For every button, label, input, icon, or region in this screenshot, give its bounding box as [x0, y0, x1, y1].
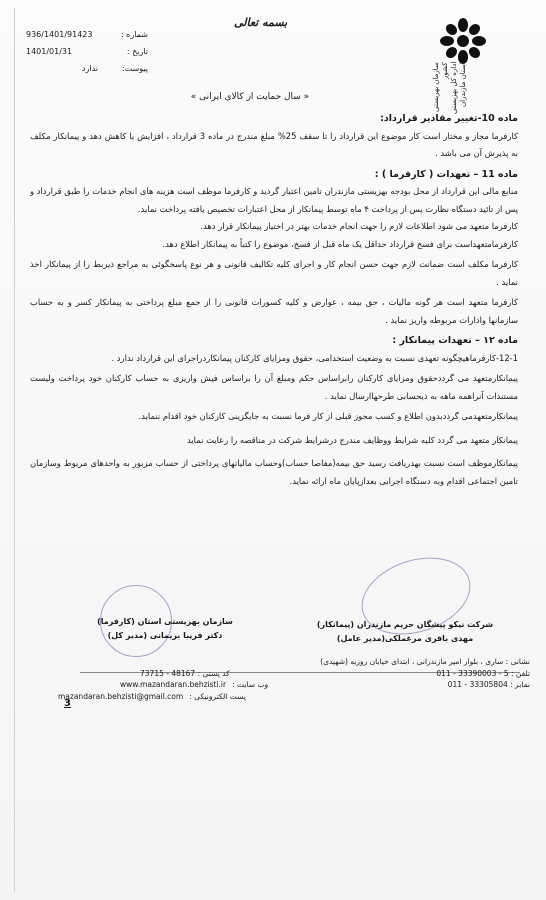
- contractor-name: مهدی باقری مرغملکی(مدیر عامل): [336, 634, 474, 643]
- date-label: تاریخ :: [126, 47, 148, 56]
- article-11-item: کارفرما متعهد است هر گونه مالیات ، حق بیمه ، عوارض و کلیه کسورات قانونی را از جمع مبلغ پرداختی به پیمانکار کسر و به حساب سازمانها وادارات مربوطه واریز نماید .: [30, 297, 518, 325]
- employer-signature: [70, 615, 260, 643]
- page-edge-line: [14, 8, 15, 892]
- page-number: 3: [64, 698, 71, 709]
- footer-website[interactable]: www.mazandaran.behzisti.ir: [120, 680, 227, 689]
- org-line-2: اداره کل بهزیستی استان مازندران: [450, 62, 467, 115]
- footer-web-row: [60, 679, 530, 691]
- letter-meta: [26, 26, 148, 77]
- attachment-row: [26, 60, 148, 77]
- attachment-value: ندارد: [81, 64, 98, 73]
- year-motto: « سال حمایت از کالای ایرانی »: [190, 92, 310, 102]
- footer-email[interactable]: mazandaran.behzisti@gmail.com: [58, 691, 184, 701]
- contractor-signature: [290, 618, 520, 646]
- article-12-item: پیمانکارمتعهدمی گرددبدون اطلاع و کسب مجوز قبلی از کار فرما نسبت به جایگزینی کارکنان خود اقدام ننماید.: [138, 411, 518, 421]
- article-11-item: کارفرما مکلف است ضمانت لازم جهت حسن انجام کار و اجرای کلیه تکالیف قانونی و هر نوع پاسخگوئی به مراجع ذیربط را از پیمانکار اخذ نماید .: [30, 259, 518, 287]
- footer-phone: تلفن : 5 - 33390003 - 011: [436, 668, 530, 678]
- footer-postal: کد پستی : 48167 - 73715: [140, 668, 230, 678]
- article-12-item: 12-1-کارفرماهیچگونه تعهدی نسبت به وضعیت استخدامی، حقوق ومزایای کارکنان پیمانکاردراجرای این قرارداد ندارد .: [111, 352, 518, 363]
- article-12-title: ماده ۱۲ – تعهدات پیمانکار :: [392, 335, 518, 346]
- article-11-item: کارفرمامتعهداست برای فسخ قرارداد حداقل یک ماه قبل از فسخ، موضوع را کتباً به پیمانکار اطلاع دهد.: [162, 238, 518, 249]
- footer-address: نشانی : ساری ، بلوار امیر مازندرانی ، ابتدای خیابان روزبه (شهیدی): [320, 657, 530, 666]
- article-12-item: پیمانکارمتعهد می گرددحقوق ومزایای کارکنان رابراساس حکم ومبلغ آن را براساس فیش واریزی به حساب کارکنان خود پرداخت ولیست مستندات آنراهمه ماهه به ذیحسابی طرحهاارسال نماید .: [30, 373, 518, 401]
- footer-web-group: [120, 679, 268, 691]
- number-row: [26, 26, 148, 43]
- footer-website-label: وب سایت :: [232, 680, 269, 689]
- letter-date: 1401/01/31: [26, 47, 73, 56]
- letter-number: 936/1401/91423: [26, 30, 93, 39]
- footer-fax: نمابر : 33305804 - 011: [447, 680, 530, 689]
- article-10-title: ماده 10-تغییر مقادیر قرارداد:: [380, 113, 518, 124]
- org-line-1: سازمان بهزیستی کشور: [432, 62, 449, 112]
- bismillah-heading: بسمه تعالی: [234, 16, 288, 29]
- footer-contact-row: [60, 668, 530, 680]
- article-12-item: پیمانکار متعهد می گردد کلیه شرایط ووظایف مندرج درشرایط شرکت در مناقصه را رعایت نماید: [186, 434, 518, 445]
- letter-footer: [60, 656, 530, 702]
- number-label: شماره :: [120, 30, 148, 39]
- employer-name: دکتر فریبا بریمانی (مدیر کل): [107, 631, 223, 640]
- article-11-title: ماده 11 – تعهدات ( کارفرما ) :: [374, 168, 518, 180]
- article-10-text: کارفرما مجاز و مختار است کار موضوع این قرارداد را تا سقف 25% مبلغ مندرج در ماده 3 قرارداد ، افزایش یا کاهش دهد و پیمانکار مکلف به پذیرش آن می باشد .: [30, 130, 518, 158]
- employer-org: سازمان بهزیستی استان (کارفرما): [97, 617, 233, 626]
- attachment-label: پیوست:: [121, 64, 148, 73]
- footer-email-label: پست الکترونیکی :: [189, 691, 246, 701]
- contractor-org: شرکت نیکو پیشگان حریم مازندران (پیمانکار): [316, 620, 494, 629]
- date-row: [26, 43, 148, 60]
- article-11-item: کارفرما متعهد می شود اطلاعات لازم را جهت انجام خدمات بهتر در اختیار پیمانکار قرار دهد.: [200, 221, 518, 231]
- article-11-item: منابع مالی این قرارداد از محل بودجه بهزیستی مازندران تامین اعتبار گردید و کارفرما موظف است هزینه های انجام خدمات را طبق قرارداد و پس از تائید دستگاه نظارت پس از پرداخت ۴ ماه توسط پیمانکار از محل اعتبارات تخصیص یافته پرداخت نماید.: [30, 186, 518, 214]
- contract-body: [30, 110, 518, 490]
- footer-email-row: [58, 691, 530, 703]
- behzisti-logo-icon: [438, 16, 488, 66]
- article-12-item: پیمانکارموظف است نسبت بهدریافت رسید حق بیمه(مفاصا حساب)وحساب مالیاتهای پرداختی از حساب مزبور به واحدهای مربوط وسازمان تامین اجتماعی اقدام وبه دستگاه اجرایی بعدازپایان ماه ارائه نماید.: [30, 458, 518, 486]
